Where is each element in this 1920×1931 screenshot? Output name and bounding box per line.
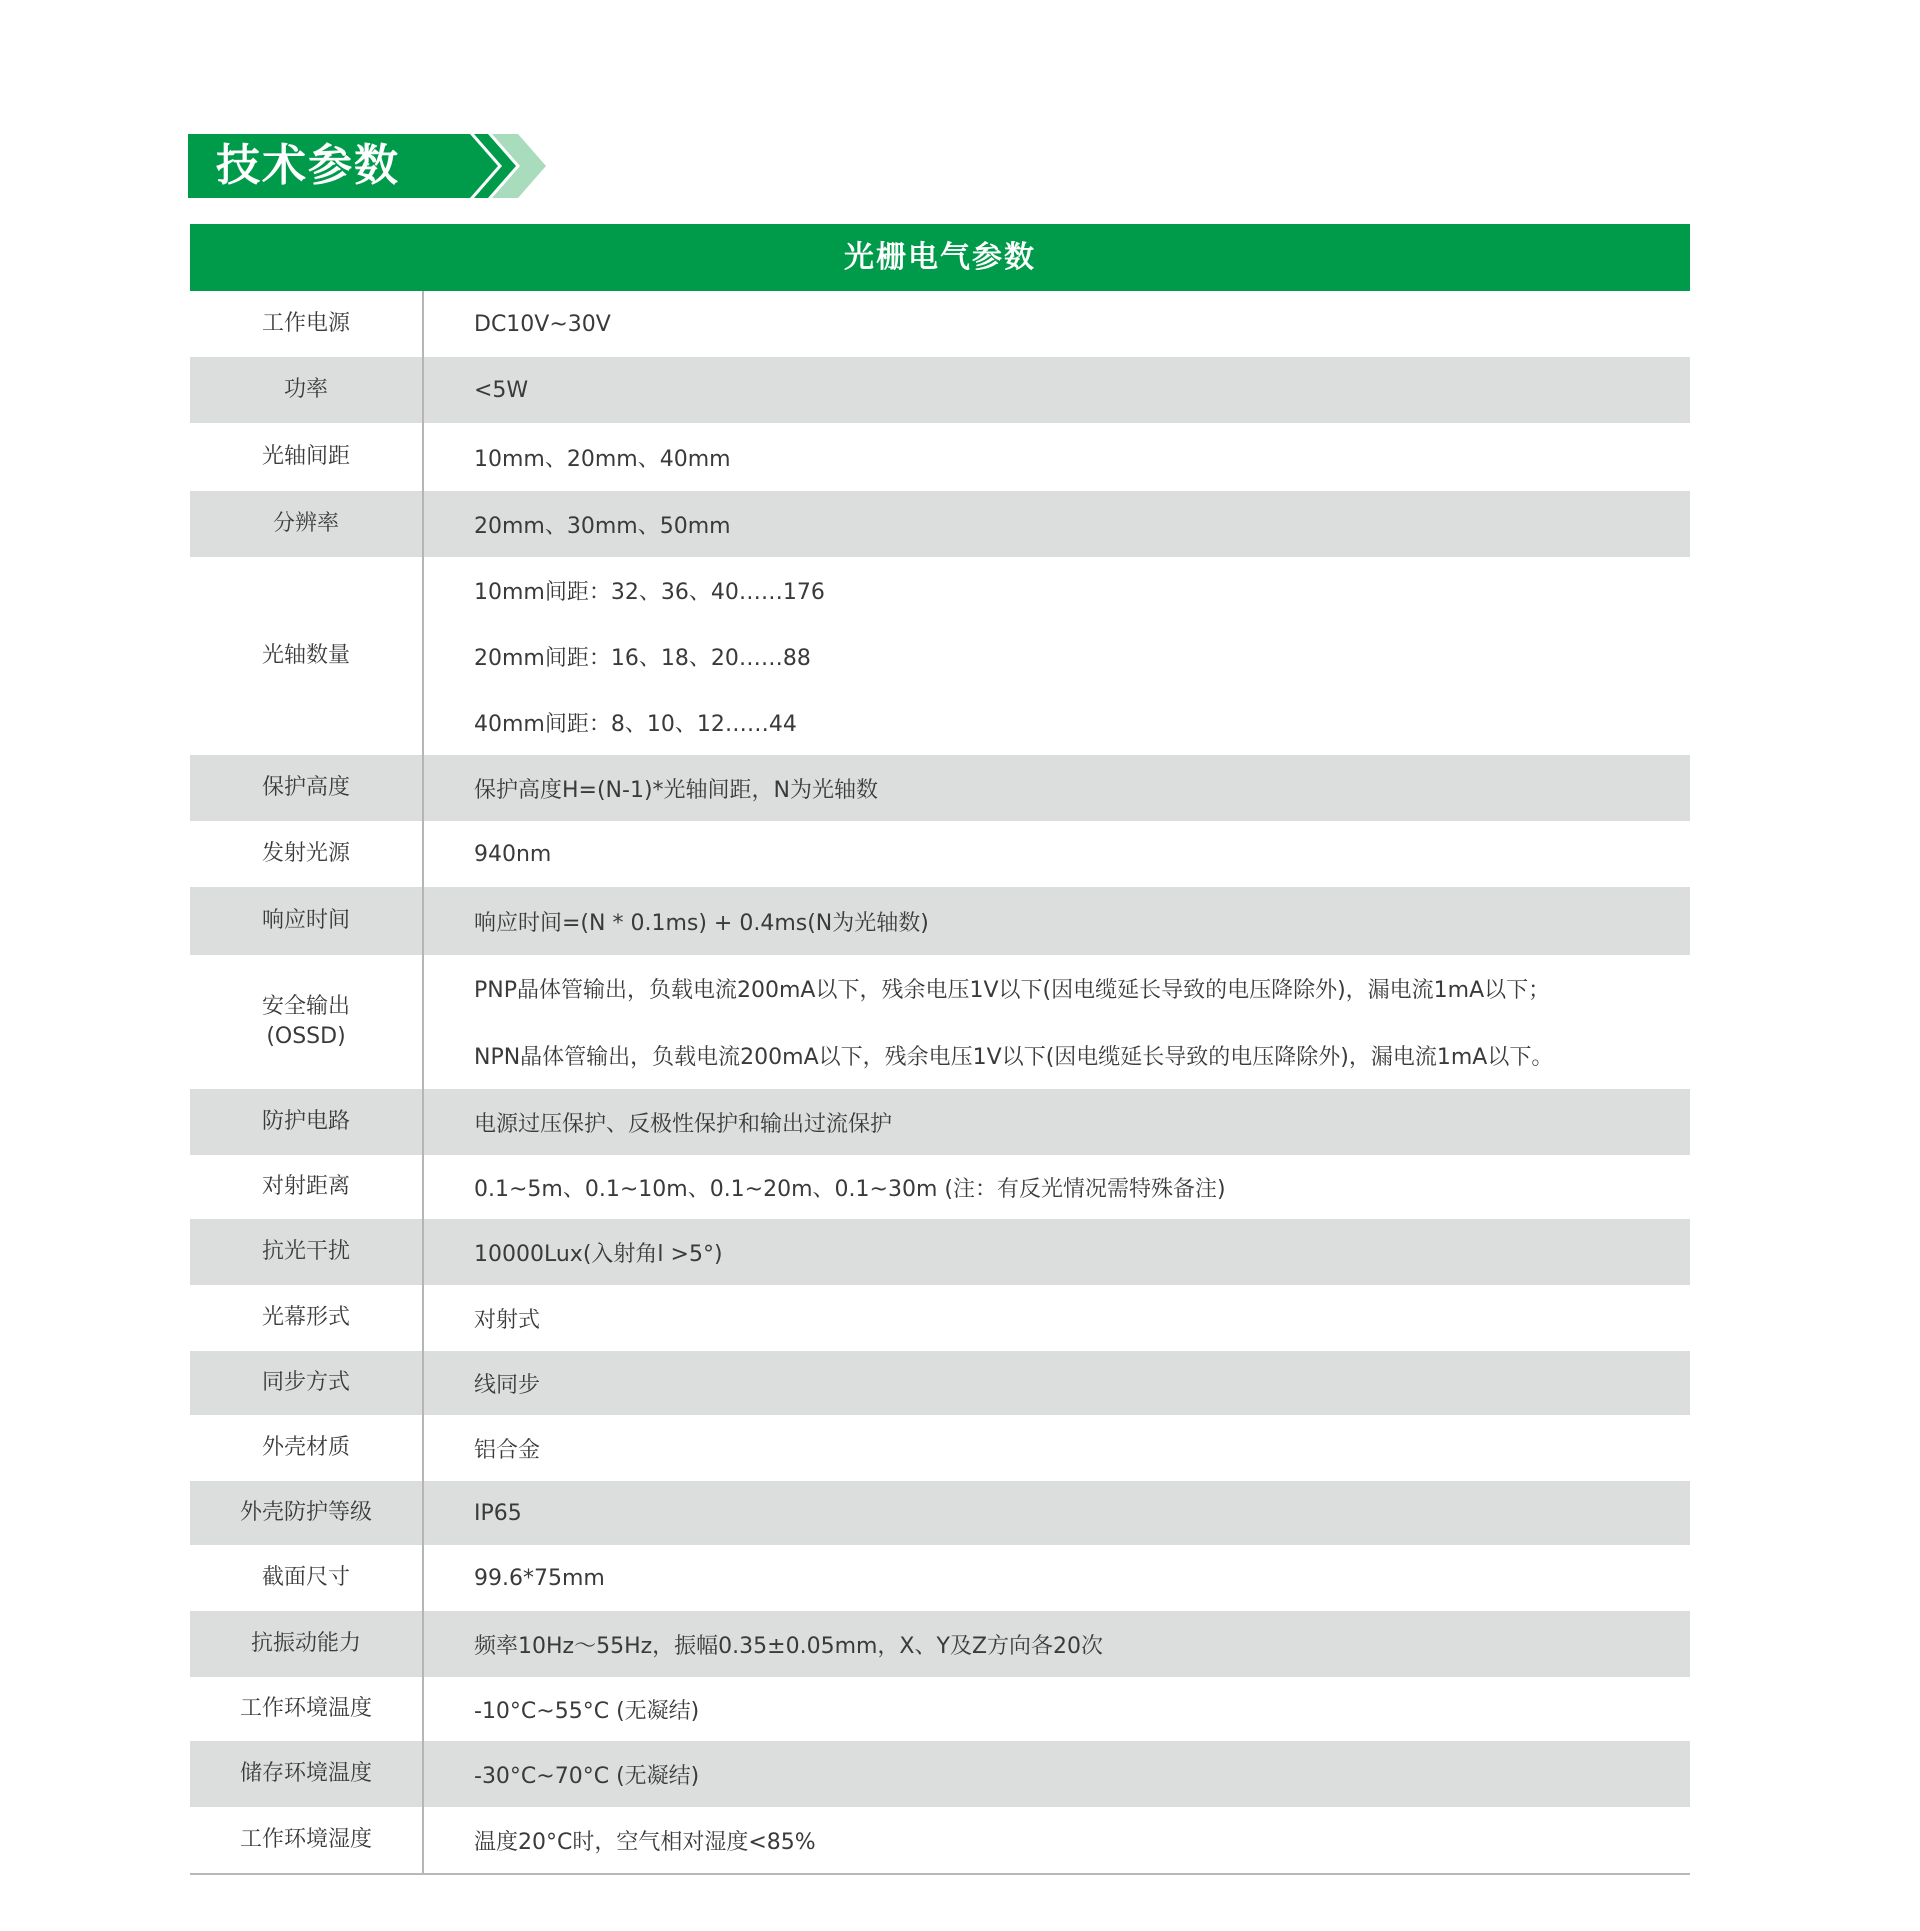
row-label — [190, 491, 424, 557]
row-value-text: 0.1~5m、0.1~10m、0.1~20m、0.1~30m (注：有反光情况需特殊备注) — [474, 1176, 1226, 1202]
table-row — [190, 955, 1690, 1089]
row-value-text: <5W — [474, 377, 529, 403]
row-value-text: 保护高度H=(N-1)*光轴间距，N为光轴数 — [474, 777, 878, 803]
row-value-text: 线同步 — [474, 1372, 541, 1398]
row-value — [424, 557, 1690, 755]
row-label-text: 防护电路 — [261, 1109, 350, 1134]
table-row — [190, 1351, 1690, 1415]
table-row — [190, 1741, 1690, 1807]
row-label — [190, 1219, 424, 1285]
table-row — [190, 423, 1690, 491]
row-label — [190, 1481, 424, 1545]
row-label-text: 外壳防护等级 — [239, 1500, 372, 1525]
row-value-text: 响应时间=(N * 0.1ms) + 0.4ms(N为光轴数) — [474, 910, 929, 936]
row-value-text: 频率10Hz～55Hz，振幅0.35±0.05mm，X、Y及Z方向各20次 — [474, 1633, 1104, 1659]
row-label — [190, 1351, 424, 1415]
row-value — [424, 1807, 1690, 1873]
row-label-text: 分辨率 — [272, 511, 339, 536]
row-value — [424, 1677, 1690, 1741]
row-label-text: 光轴数量 — [261, 643, 350, 668]
table-row — [190, 491, 1690, 557]
table-row — [190, 1807, 1690, 1873]
row-value-text: PNP晶体管输出，负载电流200mA以下，残余电压1V以下(因电缆延长导致的电压降除外)，漏电流1mA以下； — [474, 978, 1551, 1003]
row-label-text: 光幕形式 — [261, 1305, 350, 1330]
row-label-text: 光轴间距 — [261, 444, 350, 469]
row-label — [190, 1677, 424, 1741]
row-label — [190, 357, 424, 423]
row-value — [424, 1155, 1690, 1219]
row-value-text: 20mm间距：16、18、20……88 — [474, 645, 811, 671]
table-header: 光栅电气参数 — [190, 224, 1690, 291]
row-value-text: 对射式 — [474, 1307, 541, 1333]
row-label-text: 对射距离 — [261, 1174, 350, 1199]
row-value-text: 99.6*75mm — [474, 1565, 605, 1591]
row-label-text: 同步方式 — [261, 1370, 350, 1395]
row-label-text: 截面尺寸 — [261, 1565, 350, 1590]
table-row — [190, 357, 1690, 423]
row-value-text: 10mm间距：32、36、40……176 — [474, 579, 825, 605]
row-value-text: 20mm、30mm、50mm — [474, 513, 731, 539]
spec-table — [190, 224, 1690, 1875]
table-row — [190, 1545, 1690, 1611]
row-label-text: 外壳材质 — [261, 1435, 350, 1460]
row-value-text: IP65 — [474, 1500, 522, 1526]
row-value — [424, 755, 1690, 821]
table-row — [190, 1285, 1690, 1351]
row-value-text: -10°C~55°C (无凝结) — [474, 1698, 700, 1724]
chevron-light-icon — [492, 134, 546, 198]
row-value — [424, 1351, 1690, 1415]
row-label-text: (OSSD) — [266, 1024, 346, 1049]
table-row — [190, 755, 1690, 821]
row-label — [190, 1545, 424, 1611]
row-value — [424, 1285, 1690, 1351]
row-value — [424, 1611, 1690, 1677]
table-row — [190, 1481, 1690, 1545]
table-row — [190, 821, 1690, 887]
row-value-text: 铝合金 — [474, 1437, 541, 1463]
row-value-text: DC10V~30V — [474, 311, 611, 337]
row-value — [424, 955, 1690, 1089]
row-value-text: -30°C~70°C (无凝结) — [474, 1763, 700, 1789]
row-label — [190, 1415, 424, 1481]
row-label — [190, 821, 424, 887]
row-value — [424, 423, 1690, 491]
row-value-text: 10mm、20mm、40mm — [474, 446, 731, 472]
row-value-text: 940nm — [474, 841, 552, 867]
row-label-text: 工作环境湿度 — [239, 1827, 372, 1852]
row-value — [424, 1219, 1690, 1285]
row-label — [190, 955, 424, 1089]
table-row — [190, 1155, 1690, 1219]
row-value — [424, 1545, 1690, 1611]
table-body — [190, 291, 1690, 1873]
row-value — [424, 1481, 1690, 1545]
row-label — [190, 423, 424, 491]
section-header — [188, 134, 554, 198]
row-label — [190, 1155, 424, 1219]
row-label-text: 抗光干扰 — [261, 1239, 350, 1264]
row-value — [424, 291, 1690, 357]
row-label-text: 保护高度 — [261, 775, 350, 800]
row-label-text: 安全输出 — [261, 994, 350, 1019]
row-value — [424, 1741, 1690, 1807]
row-label-text: 功率 — [283, 377, 328, 402]
row-label-text: 工作环境温度 — [239, 1696, 372, 1721]
table-row — [190, 1415, 1690, 1481]
row-label — [190, 887, 424, 955]
row-value-text: NPN晶体管输出，负载电流200mA以下，残余电压1V以下(因电缆延长导致的电压降除外)，漏电流1mA以下。 — [474, 1045, 1554, 1070]
table-row — [190, 1611, 1690, 1677]
row-label — [190, 755, 424, 821]
section-title: 技术参数 — [216, 140, 400, 191]
row-value — [424, 887, 1690, 955]
row-label-text: 抗振动能力 — [250, 1631, 361, 1656]
row-label — [190, 1089, 424, 1155]
table-row — [190, 291, 1690, 357]
row-value — [424, 1415, 1690, 1481]
row-label — [190, 557, 424, 755]
row-label — [190, 1285, 424, 1351]
table-row — [190, 1089, 1690, 1155]
row-value — [424, 491, 1690, 557]
table-row — [190, 557, 1690, 755]
row-label — [190, 1611, 424, 1677]
row-value — [424, 1089, 1690, 1155]
row-label — [190, 1807, 424, 1873]
row-value-text: 10000Lux(入射角l >5°) — [474, 1241, 723, 1267]
row-value-text: 电源过压保护、反极性保护和输出过流保护 — [474, 1111, 893, 1137]
row-label-text: 响应时间 — [261, 908, 350, 933]
row-label — [190, 291, 424, 357]
row-label-text: 发射光源 — [261, 841, 350, 866]
row-label-text: 工作电源 — [261, 311, 350, 336]
row-value-text: 40mm间距：8、10、12……44 — [474, 711, 797, 737]
row-label — [190, 1741, 424, 1807]
table-row — [190, 887, 1690, 955]
row-value — [424, 357, 1690, 423]
row-label-text: 储存环境温度 — [239, 1761, 372, 1786]
row-value-text: 温度20°C时，空气相对湿度<85% — [474, 1829, 816, 1855]
table-row — [190, 1219, 1690, 1285]
row-value — [424, 821, 1690, 887]
table-row — [190, 1677, 1690, 1741]
